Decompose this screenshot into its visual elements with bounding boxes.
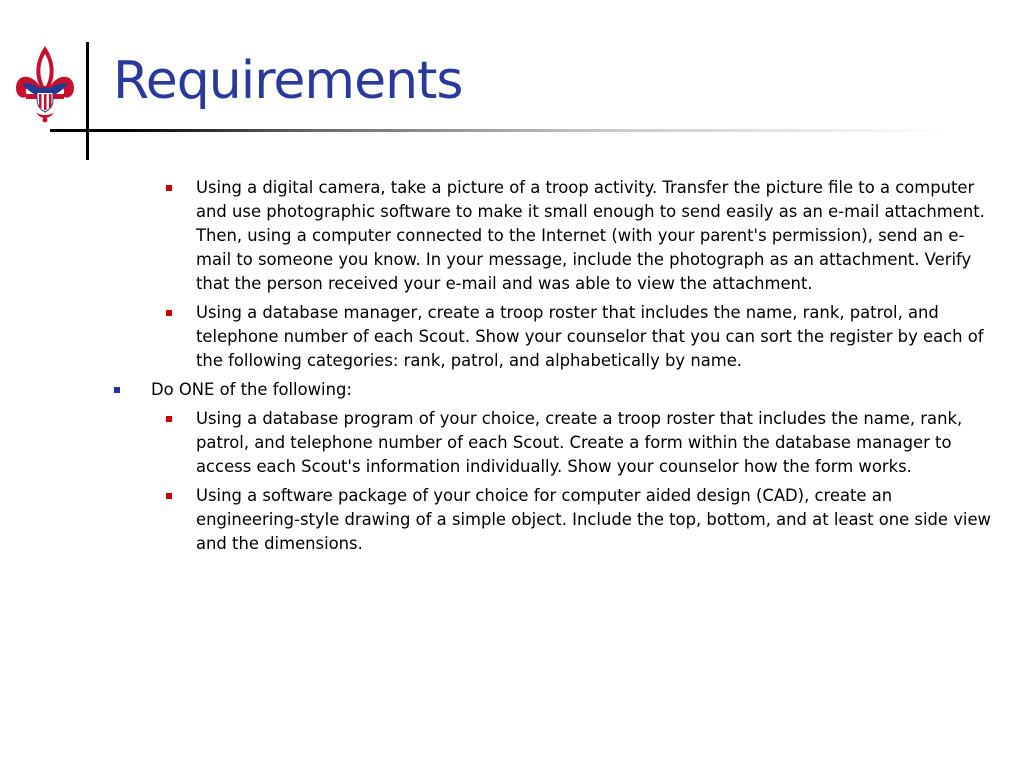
- bullet-marker: [166, 416, 172, 422]
- scout-logo-icon: [14, 44, 76, 124]
- bullet-item-cad-drawing: [196, 484, 996, 556]
- title-vertical-rule: [86, 42, 89, 160]
- slide-title: Requirements: [113, 51, 463, 111]
- bullet-list: [0, 176, 1024, 561]
- bullet-text: Do ONE of the following:: [151, 380, 352, 399]
- bullet-item-camera-email: [196, 176, 996, 296]
- bullet-item-do-one: [151, 378, 996, 402]
- bullet-text: Using a database program of your choice, create a troop roster that includes the name, rank, patrol, and telephone number of each Scout. Create a form within the database manager to access each Scout's information individually. Show your counselor how the form works.: [196, 409, 963, 476]
- bullet-marker: [114, 387, 120, 393]
- bullet-text: Using a software package of your choice for computer aided design (CAD), create an engineering-style drawing of a simple object. Include the top, bottom, and at least one side view and the dimensions.: [196, 486, 991, 553]
- bullet-text: Using a digital camera, take a picture of a troop activity. Transfer the picture file to a computer and use photographic software to make it small enough to send easily as an e-mail attachment. Then, using a computer connected to the Internet (with your parent's permission), send an e-mail to someone you know. In your message, include the photograph as an attachment. Verify that the person received your e-mail and was able to view the attachment.: [196, 178, 985, 293]
- bullet-marker: [166, 185, 172, 191]
- bullet-item-database-roster: [196, 301, 996, 373]
- bullet-marker: [166, 310, 172, 316]
- title-horizontal-rule: [50, 129, 950, 132]
- bullet-marker: [166, 493, 172, 499]
- bullet-text: Using a database manager, create a troop roster that includes the name, rank, patrol, and telephone number of each Scout. Show your counselor that you can sort the register by each of the following categories: rank, patrol, and alphabetically by name.: [196, 303, 984, 370]
- bullet-item-database-form: [196, 407, 996, 479]
